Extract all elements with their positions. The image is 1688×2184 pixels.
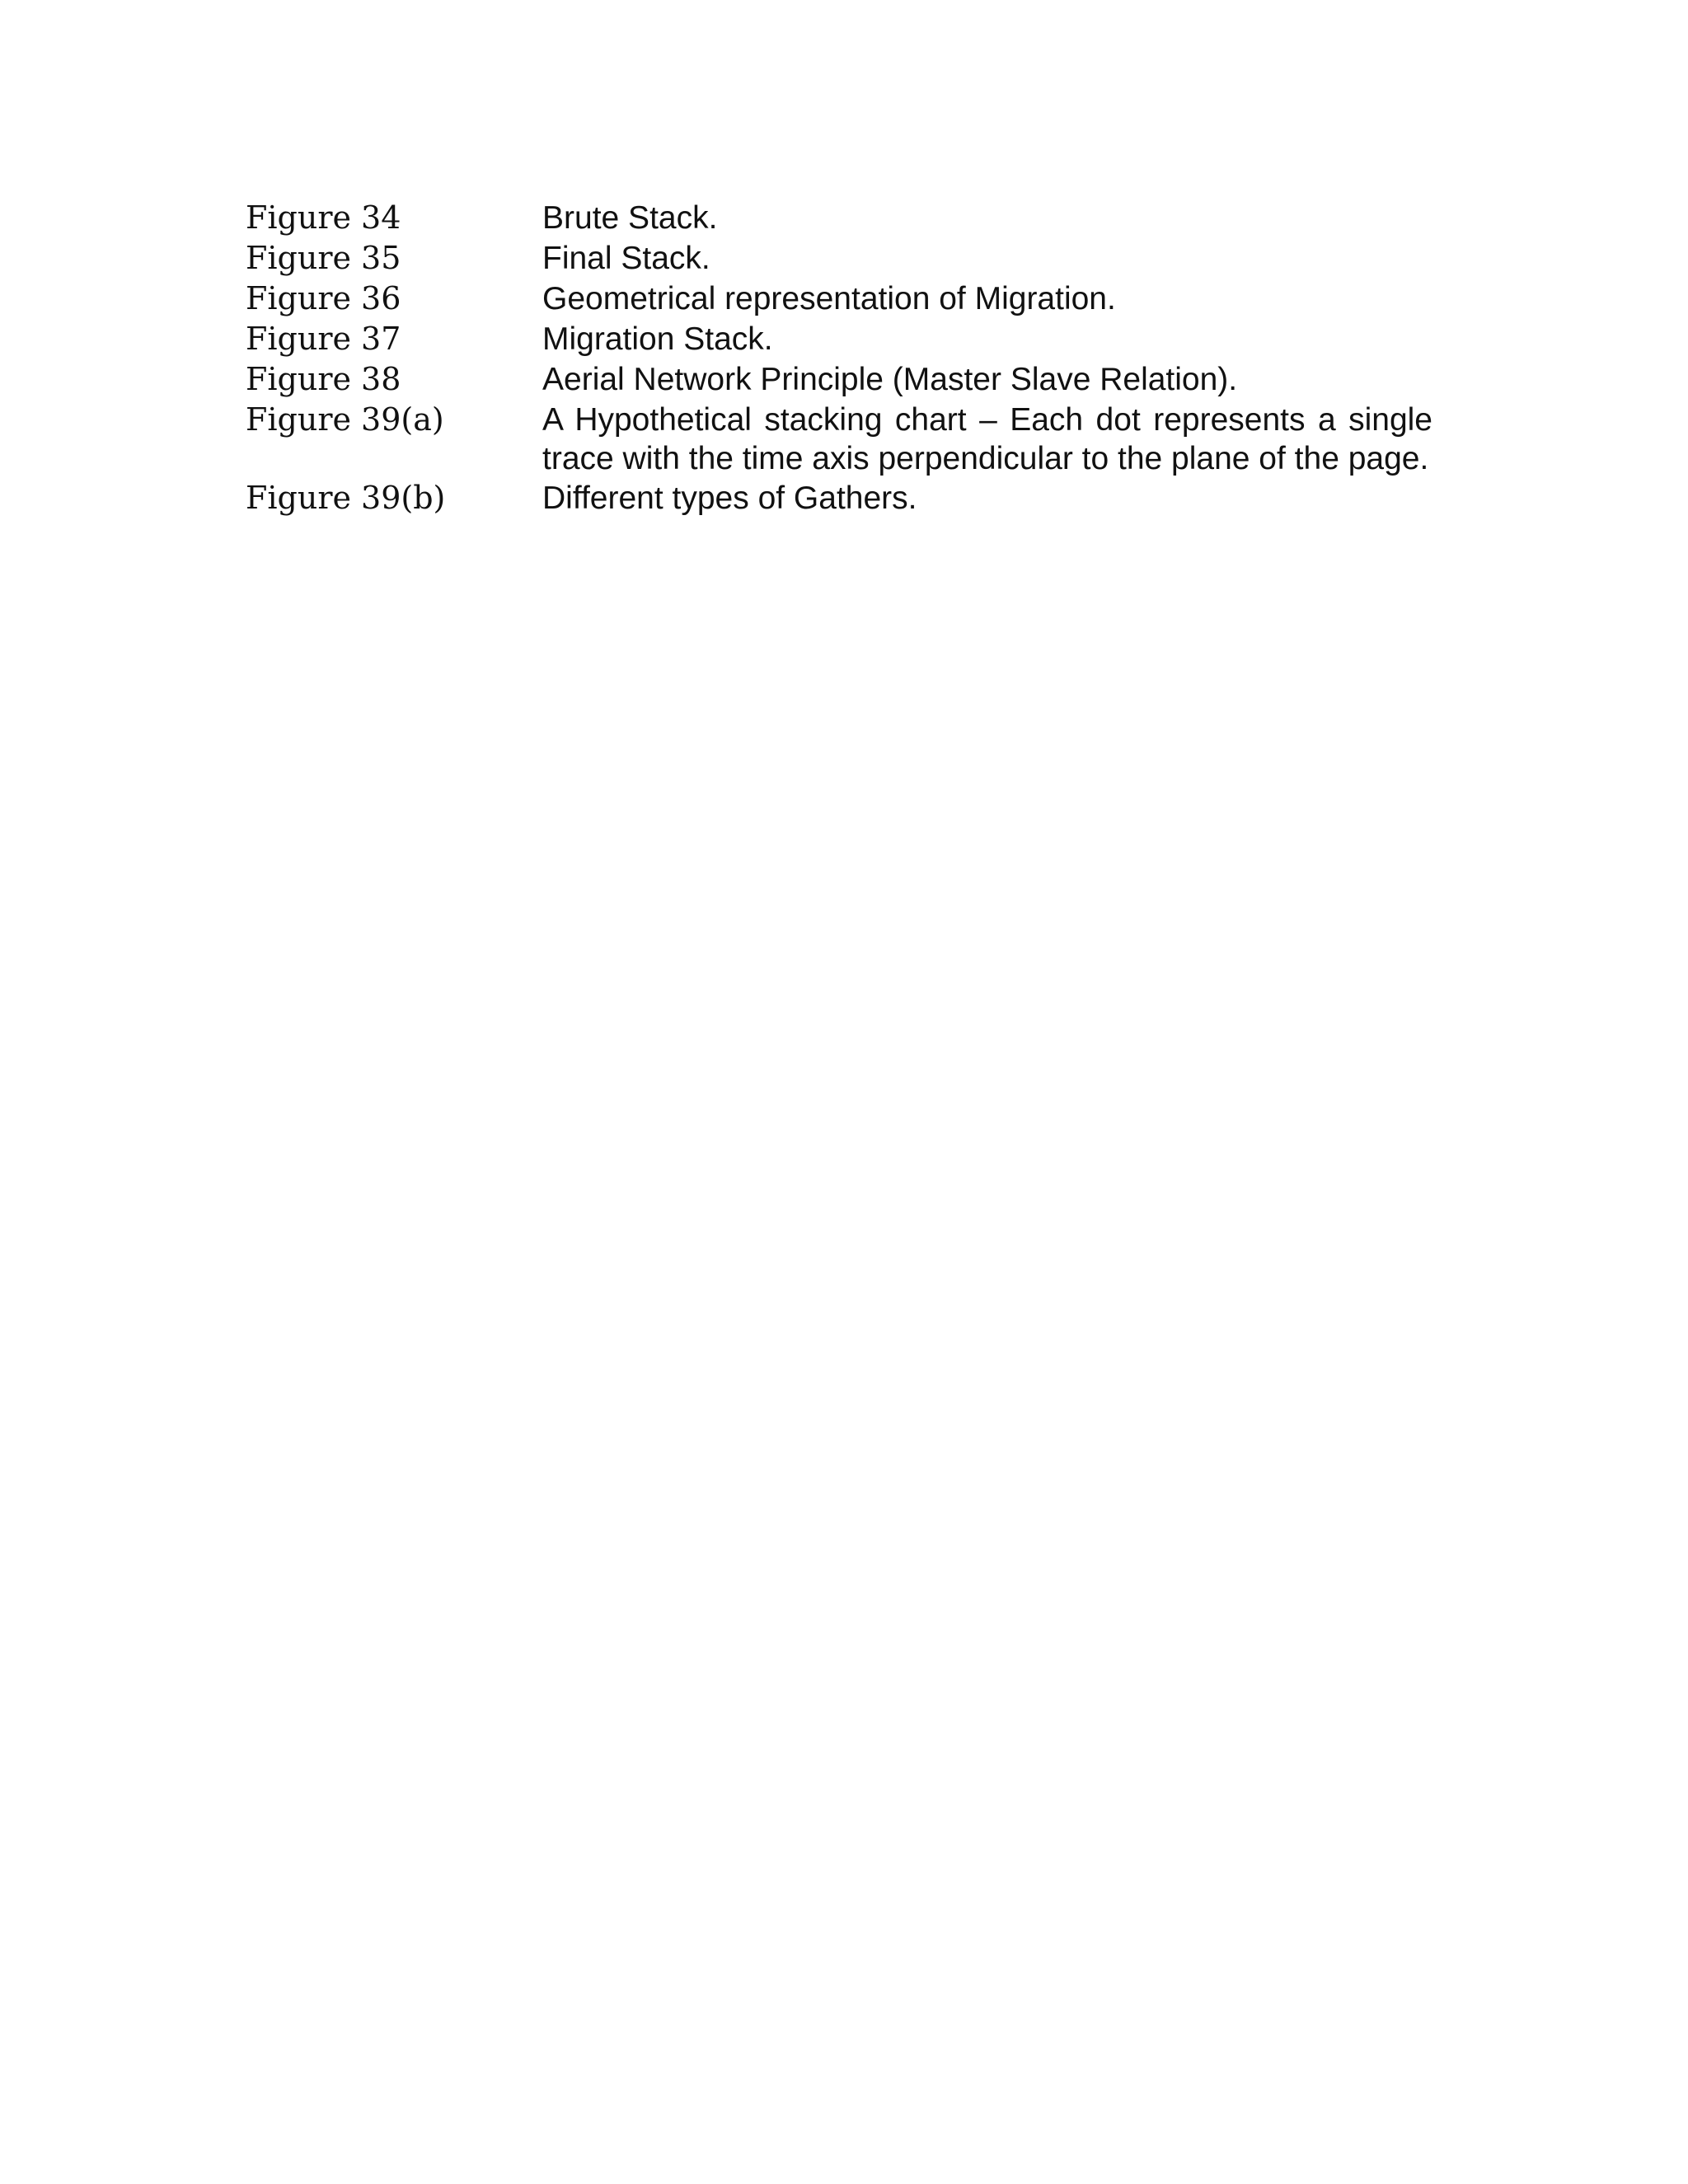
figure-label: Figure 36 [246,280,401,316]
figure-label: Figure 35 [246,240,401,276]
figure-label: Figure 39(a) [246,401,444,438]
figure-entry-36 [246,279,1432,319]
figure-caption: A Hypothetical stacking chart – Each dot represents a single trace with the time axis perpendicular to the plane of the page. [542,402,1432,476]
figure-entry-39a [246,400,1432,478]
figure-caption: Aerial Network Principle (Master Slave Relation). [542,362,1238,397]
figure-entry-34 [246,198,1432,238]
figure-label: Figure 39(b) [246,480,446,516]
figure-entry-39b [246,478,1432,518]
figure-label: Figure 38 [246,361,401,397]
figure-caption: Geometrical representation of Migration. [542,281,1116,316]
figure-label: Figure 37 [246,321,401,357]
list-of-figures [246,198,1432,518]
figure-label: Figure 34 [246,199,401,236]
figure-caption: Brute Stack. [542,200,718,236]
figure-caption: Final Stack. [542,241,710,276]
figure-caption: Migration Stack. [542,321,773,357]
figure-entry-37 [246,319,1432,359]
figure-entry-38 [246,359,1432,400]
figure-entry-35 [246,238,1432,279]
figure-caption: Different types of Gathers. [542,480,917,516]
